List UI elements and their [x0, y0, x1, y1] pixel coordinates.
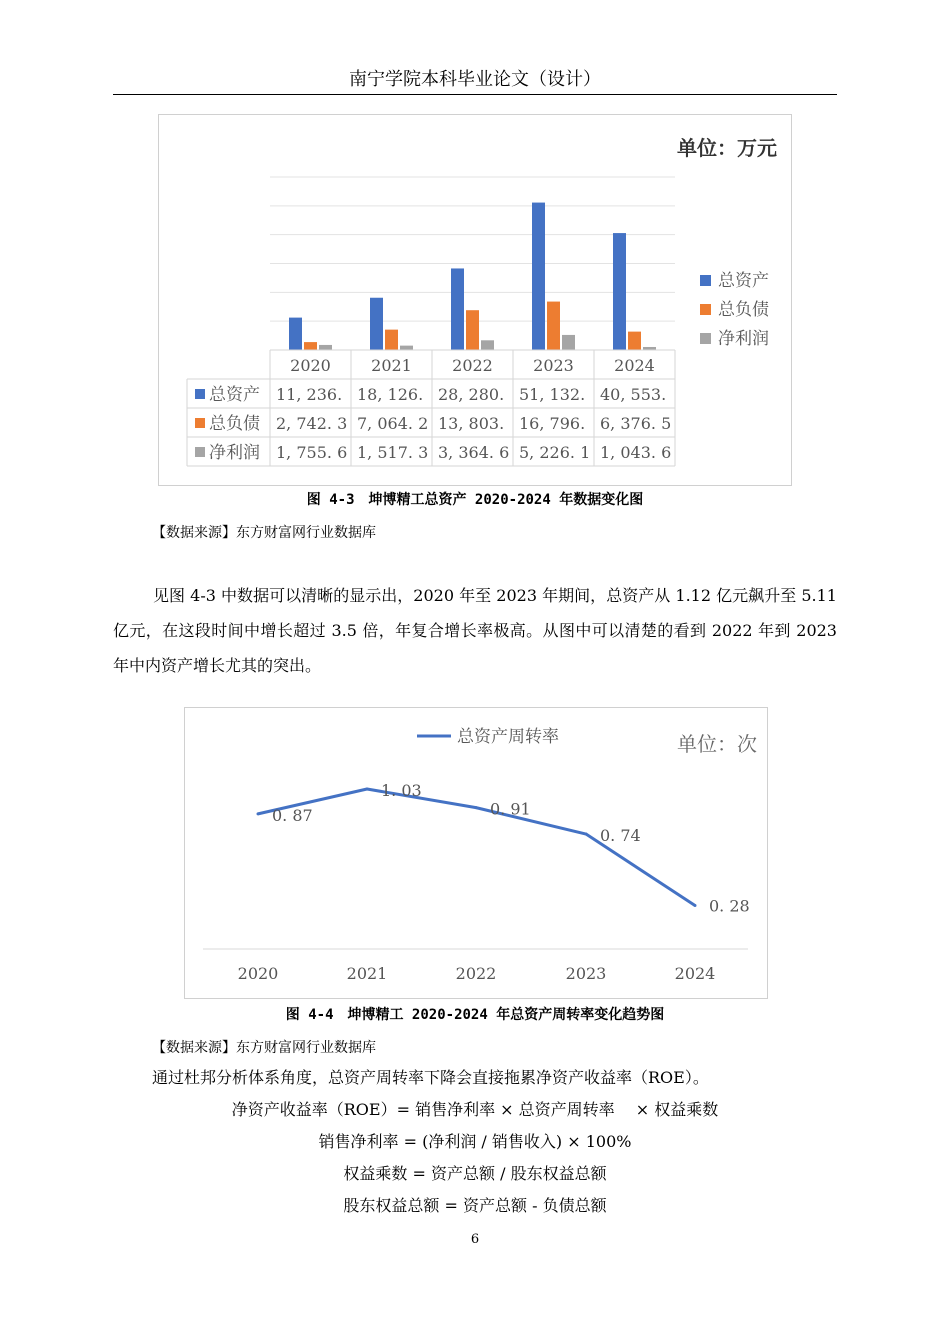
turnover-data-label: 1. 03 — [381, 781, 422, 800]
x-tick-label: 2024 — [674, 964, 716, 983]
bar-总负债-2023 — [547, 302, 560, 350]
x-tick-label: 2021 — [346, 964, 388, 983]
formula-roe: 净资产收益率（ROE）= 销售净利率 × 总资产周转率 × 权益乘数 — [231, 1100, 719, 1119]
figure-4-3-caption: 图 4-3 坤博精工总资产 2020-2024 年数据变化图 — [306, 492, 644, 508]
table-cell-value: 5, 226. 1 — [519, 443, 591, 462]
x-tick-label: 2023 — [565, 964, 607, 983]
bar-净利润-2021 — [400, 346, 413, 350]
table-year-label: 2024 — [614, 356, 655, 375]
table-year-label: 2022 — [452, 356, 493, 375]
formula-net-margin: 销售净利率 = (净利润 / 销售收入) × 100% — [318, 1132, 632, 1151]
legend-label-总负债: 总负债 — [718, 300, 769, 320]
page-number: 6 — [470, 1232, 480, 1247]
table-series-label: 净利润 — [209, 443, 260, 463]
analysis-paragraph: 见图 4-3 中数据可以清晰的显示出，2020 年至 2023 年期间，总资产从 1.12 亿元飙升至 5.11 亿元，在这段时间中增长超过 3.5 倍，年复合增长率极高。从图中可以清楚的看到 2022 年到 2023 年中内资产增长尤其的突出。 — [113, 586, 837, 675]
table-cell-value: 1, 517. 3 — [357, 443, 429, 462]
bar-总负债-2020 — [304, 342, 317, 350]
turnover-data-label: 0. 91 — [490, 799, 531, 819]
bar-净利润-2023 — [562, 335, 575, 350]
header-rule — [113, 94, 837, 95]
bar-总负债-2022 — [466, 310, 479, 350]
legend-label-净利润: 净利润 — [718, 329, 769, 349]
turnover-data-label: 0. 28 — [709, 896, 750, 916]
formula-equity-multiplier: 权益乘数 = 资产总额 / 股东权益总额 — [343, 1164, 607, 1183]
turnover-point-2023 — [585, 833, 588, 836]
bar-净利润-2022 — [481, 340, 494, 350]
assets-bar-chart — [158, 114, 792, 486]
turnover-point-2021 — [366, 788, 369, 791]
table-legend-key — [195, 389, 205, 399]
table-cell-value: 7, 064. 2 — [357, 414, 429, 433]
x-tick-label: 2020 — [237, 964, 279, 983]
table-series-label: 总负债 — [209, 414, 260, 434]
table-cell-value: 6, 376. 5 — [600, 414, 672, 433]
bar-总资产-2023 — [532, 203, 545, 350]
table-legend-key — [195, 418, 205, 428]
table-year-label: 2020 — [290, 356, 331, 375]
figure-4-3-source: 【数据来源】东方财富网行业数据库 — [152, 525, 376, 541]
turnover-data-label: 0. 87 — [272, 805, 313, 825]
legend-label-总资产: 总资产 — [718, 271, 769, 291]
turnover-line-chart-svg — [185, 708, 767, 998]
table-cell-value: 51, 132. — [519, 385, 586, 404]
table-cell-value: 28, 280. — [438, 385, 505, 404]
legend-key-总资产 — [700, 275, 711, 286]
table-cell-value: 13, 803. — [438, 414, 505, 433]
table-legend-key — [195, 447, 205, 457]
table-cell-value: 40, 553. — [600, 385, 667, 404]
table-cell-value: 1, 755. 6 — [276, 443, 348, 462]
chart2-unit-label: 单位：次 — [677, 732, 757, 756]
bar-总负债-2024 — [628, 332, 641, 350]
table-year-label: 2023 — [533, 356, 574, 375]
bar-总资产-2020 — [289, 318, 302, 350]
table-series-label: 总资产 — [209, 385, 260, 405]
table-cell-value: 18, 126. — [357, 385, 424, 404]
turnover-line-chart — [184, 707, 768, 999]
legend-key-总负债 — [700, 304, 711, 315]
table-cell-value: 1, 043. 6 — [600, 443, 672, 462]
turnover-point-2020 — [257, 812, 260, 815]
turnover-point-2024 — [694, 904, 697, 907]
figure-4-4-caption: 图 4-4 坤博精工 2020-2024 年总资产周转率变化趋势图 — [285, 1007, 665, 1023]
bar-总资产-2024 — [613, 233, 626, 350]
table-cell-value: 2, 742. 3 — [276, 414, 348, 433]
bar-总资产-2022 — [451, 268, 464, 350]
formula-shareholder-equity: 股东权益总额 = 资产总额 - 负债总额 — [343, 1196, 607, 1215]
x-tick-label: 2022 — [455, 964, 497, 983]
chart1-unit-label: 单位：万元 — [677, 136, 777, 160]
figure-4-4-source: 【数据来源】东方财富网行业数据库 — [152, 1040, 376, 1056]
assets-bar-chart-svg — [159, 115, 791, 485]
turnover-point-2022 — [475, 806, 478, 809]
legend-key-净利润 — [700, 333, 711, 344]
table-year-label: 2021 — [371, 356, 412, 375]
bar-总负债-2021 — [385, 330, 398, 350]
bar-总资产-2021 — [370, 298, 383, 350]
table-cell-value: 11, 236. — [276, 385, 343, 404]
bar-净利润-2020 — [319, 345, 332, 350]
chart2-legend-label: 总资产周转率 — [457, 727, 559, 747]
body-paragraph — [113, 578, 837, 683]
dupont-intro: 通过杜邦分析体系角度，总资产周转率下降会直接拖累净资产收益率（ROE）。 — [152, 1068, 709, 1087]
table-cell-value: 16, 796. — [519, 414, 586, 433]
turnover-data-label: 0. 74 — [600, 826, 641, 846]
page-header-title: 南宁学院本科毕业论文（设计） — [349, 69, 601, 90]
table-cell-value: 3, 364. 6 — [438, 443, 510, 462]
